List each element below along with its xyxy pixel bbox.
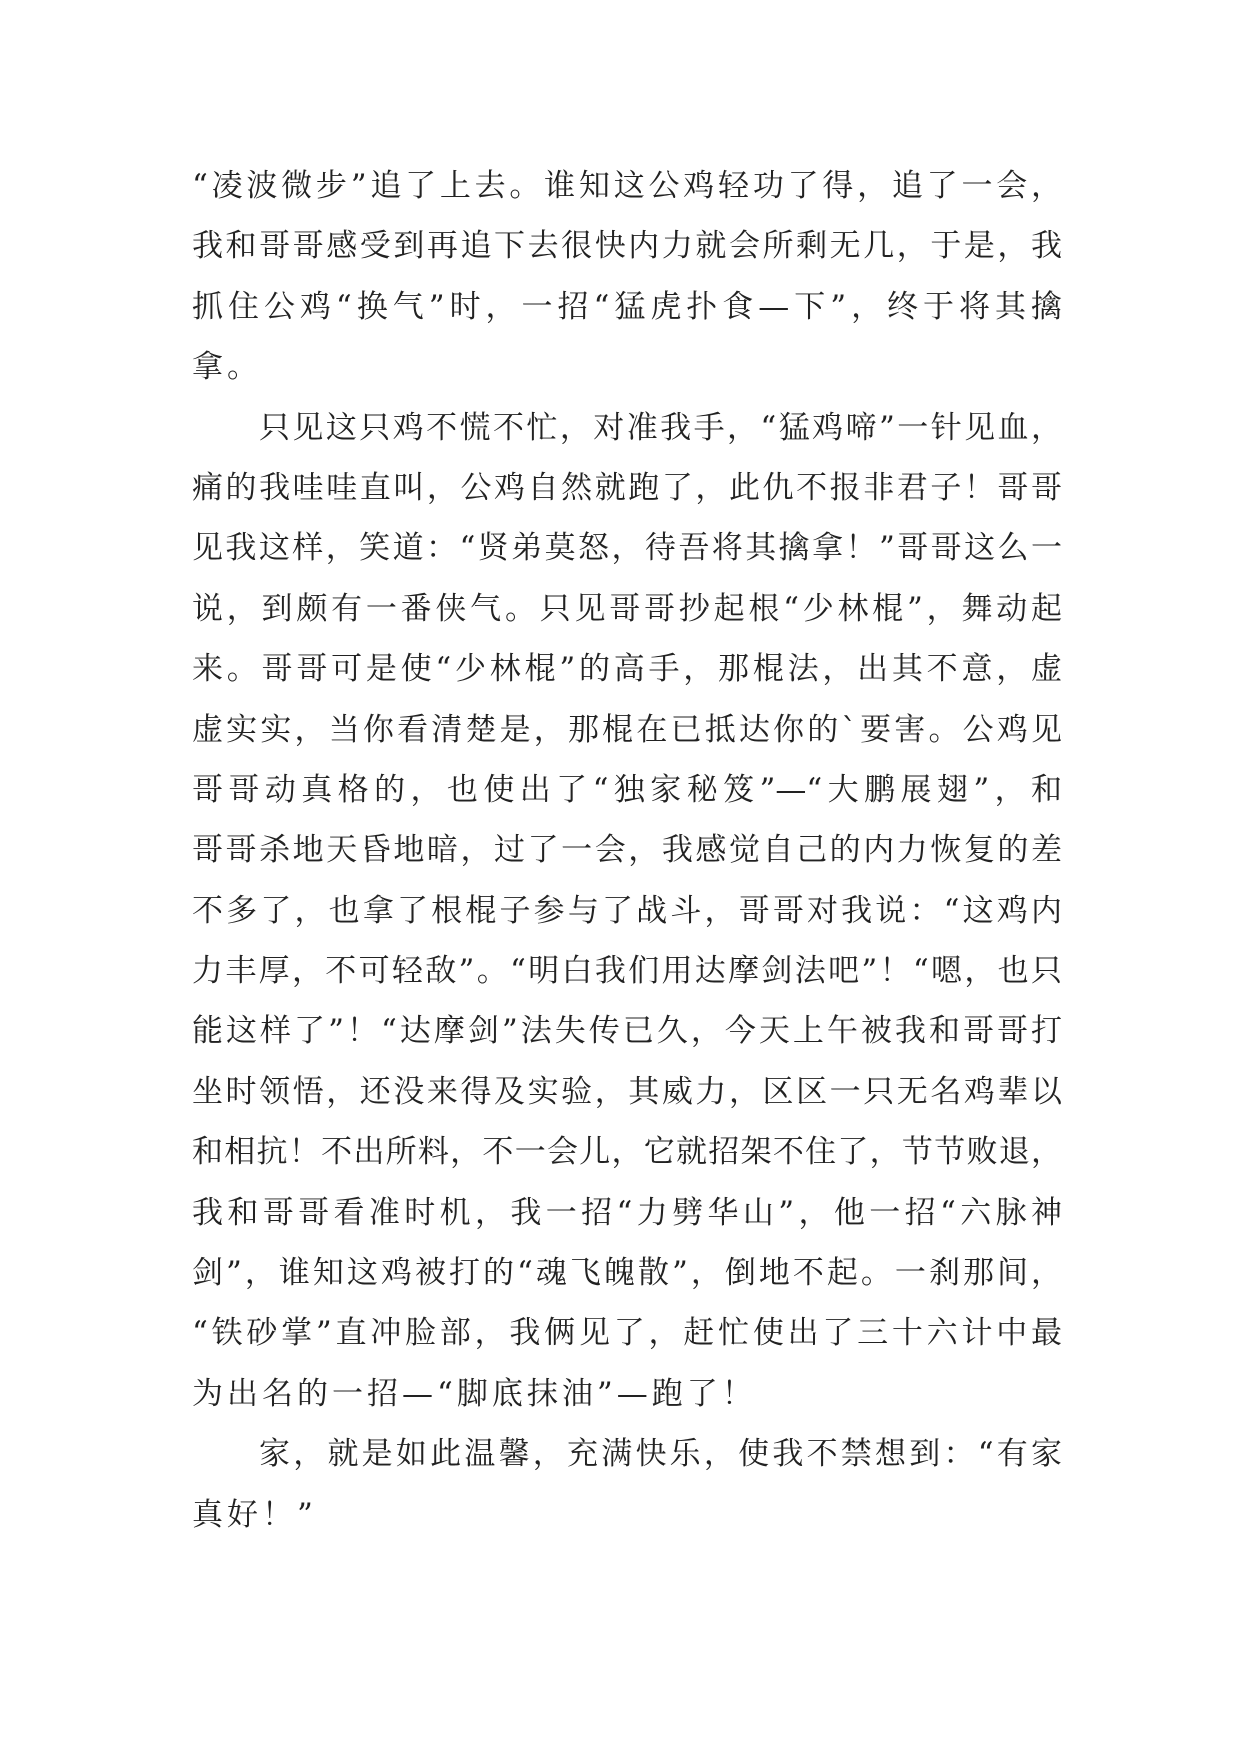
text-line: 剑”，谁知这鸡被打的“魂飞魄散”，倒地不起。一刹那间， (192, 1255, 1062, 1292)
text-line: 只见这只鸡不慌不忙，对准我手，“猛鸡啼”一针见血， (259, 409, 1062, 446)
text-line: “凌波微步”追了上去。谁知这公鸡轻功了得，追了一会， (192, 168, 1062, 204)
text-line: 拿。 (192, 349, 262, 386)
text-line: 力丰厚，不可轻敌”。“明白我们用达摩剑法吧”！“嗯，也只 (192, 953, 1062, 990)
text-line: 抓住公鸡“换气”时，一招“猛虎扑食—下”，终于将其擒 (192, 288, 1062, 325)
text-line: 哥哥动真格的，也使出了“独家秘笈”—“大鹏展翅”，和 (192, 771, 1062, 808)
text-line: 痛的我哇哇直叫，公鸡自然就跑了，此仇不报非君子！哥哥 (192, 469, 1062, 506)
text-line: 虚实实，当你看清楚是，那棍在已抵达你的`要害。公鸡见 (192, 711, 1062, 748)
text-line: 为出名的一招—“脚底抹油”—跑了！ (192, 1375, 757, 1412)
text-line: 坐时领悟，还没来得及实验，其威力，区区一只无名鸡辈以 (192, 1073, 1062, 1110)
text-line: 能这样了”！“达摩剑”法失传已久，今天上午被我和哥哥打 (192, 1013, 1062, 1050)
text-line: 我和哥哥感受到再追下去很快内力就会所剩无几，于是，我 (192, 228, 1062, 265)
text-line: 说，到颇有一番侠气。只见哥哥抄起根“少林棍”，舞动起 (192, 590, 1062, 627)
text-line: 不多了，也拿了根棍子参与了战斗，哥哥对我说：“这鸡内 (192, 892, 1062, 929)
text-line: “铁砂掌”直冲脸部，我俩见了，赶忙使出了三十六计中最 (192, 1315, 1062, 1352)
paragraph (192, 1424, 1062, 1545)
text-line: 家，就是如此温馨，充满快乐，使我不禁想到：“有家 (259, 1436, 1062, 1473)
paragraph (192, 156, 1062, 398)
text-line: 来。哥哥可是使“少林棍”的高手，那棍法，出其不意，虚 (192, 651, 1062, 688)
text-line: 和相抗！不出所料，不一会儿，它就招架不住了，节节败退， (192, 1134, 1062, 1171)
text-line: 哥哥杀地天昏地暗，过了一会，我感觉自己的内力恢复的差 (192, 832, 1062, 869)
paragraph (192, 398, 1062, 1425)
text-line: 我和哥哥看准时机，我一招“力劈华山”，他一招“六脉神 (192, 1194, 1062, 1231)
text-line: 见我这样，笑道：“贤弟莫怒，待吾将其擒拿！”哥哥这么一 (192, 530, 1062, 567)
essay-body (192, 156, 1062, 1545)
text-line: 真好！” (192, 1496, 317, 1533)
